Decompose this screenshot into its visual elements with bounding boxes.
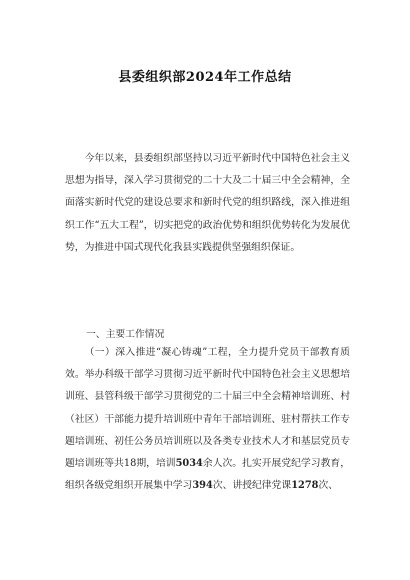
study-count: 394 — [192, 480, 213, 492]
document-title: 县委组织部2024年工作总结 — [118, 70, 292, 85]
item-text-part-c: 次、讲授纪律党课 — [212, 480, 292, 492]
intro-paragraph: 今年以来，县委组织部坚持以习近平新时代中国特色社会主义思想为指导，深入学习贯彻党的二十大及二十届三中全会精神，全面落实新时代党的建设总要求和新时代党的组织路线，深入推进组织工作“五大工程”，切实把党的政治优势和组织优势转化为发展优势，为推进中国式现代化我县实践提供坚强组织保证。 — [65, 153, 350, 253]
item-text-part-d: 次、 — [318, 480, 339, 492]
trainee-count: 5034 — [175, 458, 203, 470]
lecture-count: 1278 — [291, 480, 319, 492]
item-text-part-b: 余人次。扎实开展党纪学习教育，组织各级党组织开展集中学习 — [65, 458, 351, 492]
item-text-part-a: （一）深入推进“凝心铸魂”工程，全力提升党员干部教育质效。举办科级干部学习贯彻习近平新时代中国特色社会主义思想培训班、县管科级干部学习贯彻党的二十届三中全会精神培训班、村（社区）干部能力提升培训班中青年干部培训班、驻村帮扶工作专题培训班、初任公务员培训班以及各类专业技术人才和基层党员专题培训班等共18期，培训 — [65, 347, 350, 470]
section-item-paragraph — [65, 342, 350, 497]
section-heading: 一、主要工作情况 — [86, 329, 165, 340]
